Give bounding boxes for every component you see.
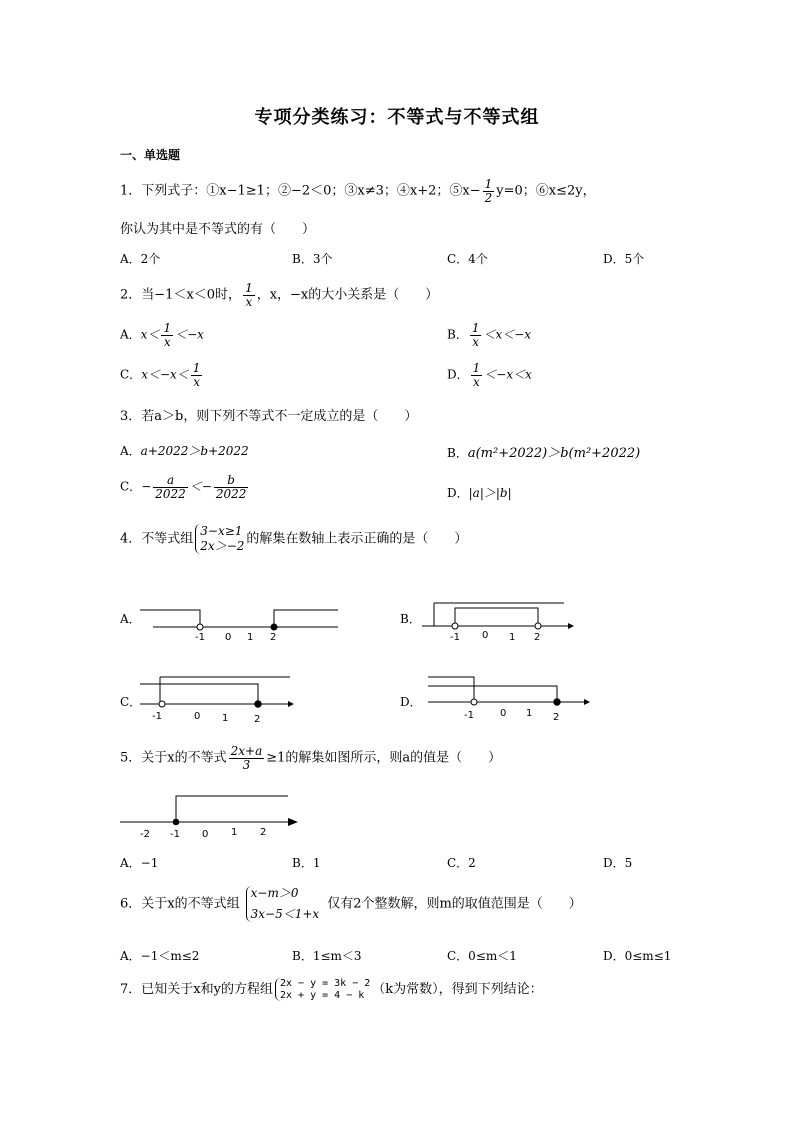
option-letter: C． <box>120 479 142 494</box>
system-line-2: 3x−5＜1+x <box>250 907 320 921</box>
denominator: 2022 <box>155 486 186 501</box>
numerator: 2x+a <box>230 744 263 758</box>
question-text: 关于x的不等式 <box>141 750 227 766</box>
numerator: 1 <box>163 321 172 335</box>
denominator: x <box>163 334 171 349</box>
denominator: 3 <box>242 757 251 772</box>
equation-system <box>275 978 370 1001</box>
q5-option-a: A．−1 <box>120 856 159 870</box>
q3-option-b <box>447 442 640 461</box>
inequality-system <box>195 524 244 554</box>
option-expr: ＜x＜−x <box>483 327 532 342</box>
question-3 <box>120 405 417 424</box>
option-letter: B． <box>447 327 468 342</box>
numerator: 1 <box>245 281 253 295</box>
system-line-1: 3−x≥1 <box>200 524 243 538</box>
tick-label: 2 <box>270 632 277 643</box>
fraction <box>483 178 495 204</box>
fraction <box>191 362 203 388</box>
fraction <box>243 282 255 308</box>
question-number: 3． <box>120 409 142 424</box>
system-line-2: 2x + y = 4 − k <box>279 989 365 1001</box>
numerator: 1 <box>192 361 201 375</box>
option-expr: ＜−x＜x <box>484 367 532 382</box>
question-number: 5． <box>120 750 142 766</box>
tick-label: 2 <box>553 712 560 723</box>
q3-option-c <box>120 474 250 500</box>
denominator: x <box>245 294 253 309</box>
q5-number-line <box>118 790 303 842</box>
option-expr: − <box>141 479 152 494</box>
fraction <box>229 745 265 771</box>
question-text-tail: ≥1的解集如图所示，则a的值是（ ） <box>266 750 502 766</box>
page-title: 专项分类练习：不等式与不等式组 <box>254 107 540 128</box>
denominator: x <box>473 374 480 389</box>
question-text-tail: ，x，−x的大小关系是（ ） <box>256 287 439 303</box>
question-number: 6． <box>120 896 142 912</box>
tick-label: 0 <box>194 711 201 722</box>
question-text: 已知关于x和y的方程组 <box>141 982 273 997</box>
q6-option-d: D．0≤m≤1 <box>603 949 672 963</box>
tick-label: 1 <box>247 632 254 643</box>
q1-option-c: C．4个 <box>447 252 488 266</box>
numerator: 1 <box>484 177 493 191</box>
tick-label: -1 <box>450 632 460 643</box>
tick-label: -1 <box>464 710 474 721</box>
question-number: 2． <box>120 287 142 303</box>
q6-option-c: C．0≤m＜1 <box>447 949 517 963</box>
q4-number-line-d <box>426 672 596 724</box>
tick-label: -1 <box>152 711 162 722</box>
section-heading: 一、单选题 <box>120 148 181 162</box>
option-expr: x＜−x＜ <box>141 367 189 382</box>
fraction <box>214 474 249 500</box>
option-expr: a(m²+2022)＞b(m²+2022) <box>467 446 641 461</box>
option-expr: |a|＞|b| <box>468 486 512 500</box>
numerator: 1 <box>471 321 480 335</box>
tick-label: 2 <box>260 827 267 838</box>
option-expr: ＜− <box>189 479 212 494</box>
system-line-1: x−m＞0 <box>250 886 299 900</box>
tick-label: 0 <box>225 632 232 643</box>
question-text-tail: 的解集在数轴上表示正确的是（ ） <box>246 531 468 547</box>
option-letter: B． <box>447 446 468 460</box>
q4-option-a-label: A． <box>120 612 141 626</box>
q4-number-line-c <box>138 672 303 724</box>
q4-number-line-a <box>138 600 348 650</box>
question-text-tail: y=0；⑥x≤2y， <box>496 183 596 199</box>
question-6 <box>120 886 582 922</box>
system-line-1: 2x − y = 3k − 2 <box>279 978 371 989</box>
question-4 <box>120 524 467 554</box>
question-number: 1． <box>120 183 142 199</box>
fraction <box>470 322 482 348</box>
denominator: 2022 <box>215 486 247 501</box>
question-text: 下列式子：①x−1≥1；②−2＜0；③x≠3；④x+2；⑤x− <box>141 183 481 199</box>
question-1 <box>120 178 596 204</box>
q3-option-d <box>447 484 512 501</box>
option-letter: D． <box>447 486 469 500</box>
option-letter: C． <box>120 367 142 382</box>
question-number: 4． <box>120 531 142 547</box>
inequality-system <box>246 886 320 922</box>
q2-option-b <box>447 322 531 348</box>
tick-label: 2 <box>534 632 541 643</box>
option-expr: a+2022＞b+2022 <box>140 444 249 458</box>
fraction <box>153 474 188 500</box>
q4-option-c-label: C． <box>120 695 142 709</box>
denominator: x <box>193 374 200 389</box>
numerator: 1 <box>472 361 481 375</box>
tick-label: -1 <box>170 829 180 840</box>
option-letter: A． <box>120 444 141 458</box>
q4-option-d-label: D． <box>400 695 422 709</box>
option-letter: A． <box>120 327 141 342</box>
tick-label: 1 <box>222 713 229 724</box>
question-text: 当−1＜x＜0时， <box>141 287 242 303</box>
fraction <box>471 362 483 388</box>
denominator: 2 <box>484 190 493 205</box>
tick-label: -1 <box>195 632 205 643</box>
q1-option-b: B．3个 <box>292 252 333 266</box>
numerator: b <box>214 474 249 488</box>
tick-label: 0 <box>202 829 209 840</box>
question-text-tail: 仅有2个整数解，则m的取值范围是（ ） <box>327 896 582 912</box>
numerator: a <box>153 474 188 488</box>
tick-label: 0 <box>500 708 507 719</box>
tick-label: 2 <box>254 714 261 724</box>
q5-option-b: B．1 <box>292 856 321 870</box>
question-text-tail: （k为常数），得到下列结论： <box>372 982 543 997</box>
question-7 <box>120 978 543 1001</box>
option-expr: ＜−x <box>175 327 204 342</box>
q2-option-c <box>120 362 204 388</box>
question-text: 不等式组 <box>141 531 194 547</box>
q2-option-d <box>447 362 532 388</box>
question-1-line-2: 你认为其中是不等式的有（ ） <box>120 222 316 237</box>
question-2 <box>120 282 438 308</box>
tick-label: 1 <box>509 632 516 643</box>
q6-option-a: A．−1＜m≤2 <box>120 949 200 963</box>
q1-option-a: A．2个 <box>120 252 161 266</box>
question-number: 7． <box>120 982 142 997</box>
tick-label: 0 <box>482 630 489 641</box>
option-expr: x＜ <box>140 327 160 342</box>
tick-label: 1 <box>231 827 238 838</box>
q6-option-b: B．1≤m＜3 <box>292 949 362 963</box>
question-5 <box>120 745 501 771</box>
q3-option-a <box>120 442 249 459</box>
fraction <box>161 322 173 348</box>
tick-label: -2 <box>140 829 150 840</box>
question-text: 若a＞b，则下列不等式不一定成立的是（ ） <box>141 409 418 424</box>
q5-option-c: C．2 <box>447 856 476 870</box>
q5-option-d: D．5 <box>603 856 633 870</box>
system-line-2: 2x＞−2 <box>200 539 245 553</box>
q2-option-a <box>120 322 204 348</box>
question-text: 关于x的不等式组 <box>141 896 240 912</box>
denominator: x <box>472 334 480 349</box>
q1-option-d: D．5个 <box>603 252 645 266</box>
q4-option-b-label: B． <box>400 612 421 626</box>
tick-label: 1 <box>526 708 533 719</box>
q4-number-line-b <box>420 598 580 648</box>
option-letter: D． <box>447 367 469 382</box>
